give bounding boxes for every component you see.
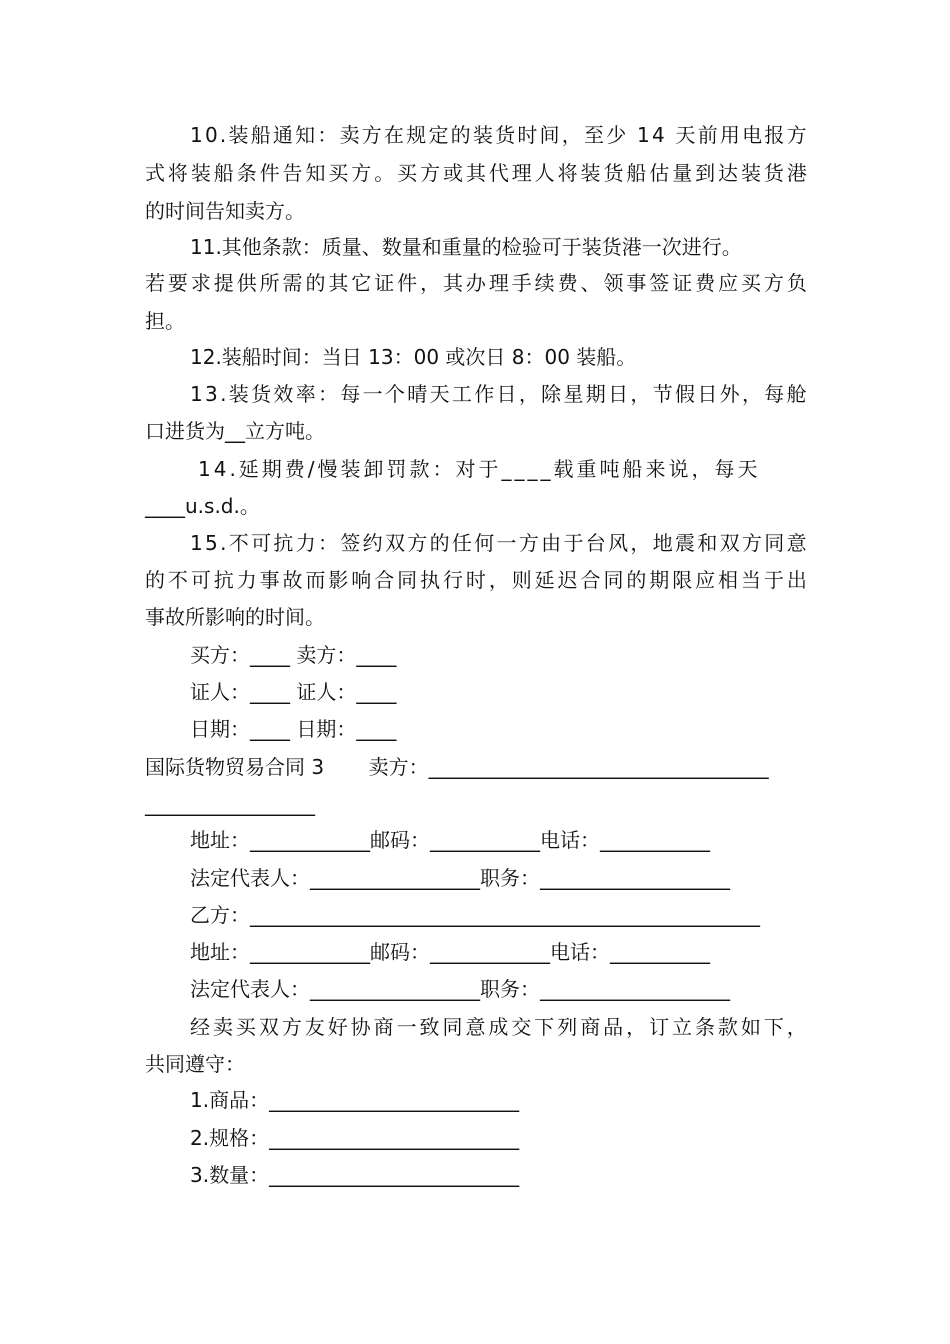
party-b-address: 地址：____________邮码：____________电话：__________ bbox=[190, 940, 710, 964]
item-goods: 1.商品：_________________________ bbox=[190, 1088, 520, 1112]
party-b-representative: 法定代表人：_________________职务：___________________ bbox=[190, 977, 730, 1001]
clause-12: 12.装船时间：当日 13：00 或次日 8：00 装船。 bbox=[190, 345, 637, 369]
party-a-representative: 法定代表人：_________________职务：___________________ bbox=[190, 866, 730, 890]
contract-3-title: 国际货物贸易合同 3 卖方：__________________________________ bbox=[145, 755, 769, 779]
agreement-line-2: 共同遵守： bbox=[145, 1052, 245, 1076]
item-quantity: 3.数量：_________________________ bbox=[190, 1163, 520, 1187]
clause-15-line-2: 的 不 可 抗 力 事 故 而 影 响 合 同 执 行 时 ， 则 延 迟 合 同 的 期 限 应 相 当 于 出 bbox=[145, 568, 807, 592]
clause-11-line-3: 担。 bbox=[145, 309, 185, 333]
clause-11-line-2: 若 要 求 提 供 所 需 的 其 它 证 件 ， 其 办 理 手 续 费 、 领 事 签 证 费 应 买 方 负 bbox=[145, 271, 807, 295]
clause-14-line-2: ____u.s.d.。 bbox=[145, 494, 260, 518]
signature-date: 日期：____ 日期：____ bbox=[190, 717, 397, 741]
clause-11-line-1: 11.其他条款：质量、数量和重量的检验可于装货港一次进行。 bbox=[190, 235, 742, 259]
party-a-address: 地址：____________邮码：___________电话：___________ bbox=[190, 828, 710, 852]
party-b: 乙方：___________________________________________________ bbox=[190, 903, 760, 927]
clause-15-line-3: 事故所影响的时间。 bbox=[145, 605, 325, 629]
signature-buyer-seller: 买方：____ 卖方：____ bbox=[190, 643, 397, 667]
clause-10-line-3: 的时间告知卖方。 bbox=[145, 199, 305, 223]
clause-13-line-2: 口进货为__立方吨。 bbox=[145, 419, 325, 443]
agreement-line-1: 经 卖 买 双 方 友 好 协 商 一 致 同 意 成 交 下 列 商 品 ， 订 立 条 款 如 下 ， bbox=[190, 1015, 807, 1039]
signature-witness: 证人：____ 证人：____ bbox=[190, 680, 397, 704]
item-specification: 2.规格：_________________________ bbox=[190, 1126, 520, 1150]
clause-10-line-2: 式 将 装 船 条 件 告 知 买 方 。 买 方 或 其 代 理 人 将 装 货 船 估 量 到 达 装 货 港 bbox=[145, 161, 807, 185]
clause-13-line-1: 1 3 . 装 货 效 率 ： 每 一 个 晴 天 工 作 日 ， 除 星 期 日 ， 节 假 日 外 ， 每 舱 bbox=[190, 382, 807, 406]
clause-15-line-1: 1 5 . 不 可 抗 力 ： 签 约 双 方 的 任 何 一 方 由 于 台 风 ， 地 震 和 双 方 同 意 bbox=[190, 531, 807, 555]
clause-14-line-1: 14.延期费/慢装卸罚款：对于____载重吨船来说，每天 bbox=[198, 457, 761, 481]
contract-3-seller-continuation: _________________ bbox=[145, 792, 315, 816]
clause-10-line-1: 1 0 . 装 船 通 知 ： 卖 方 在 规 定 的 装 货 时 间 ， 至 少 1 4 天 前 用 电 报 方 bbox=[190, 123, 807, 147]
